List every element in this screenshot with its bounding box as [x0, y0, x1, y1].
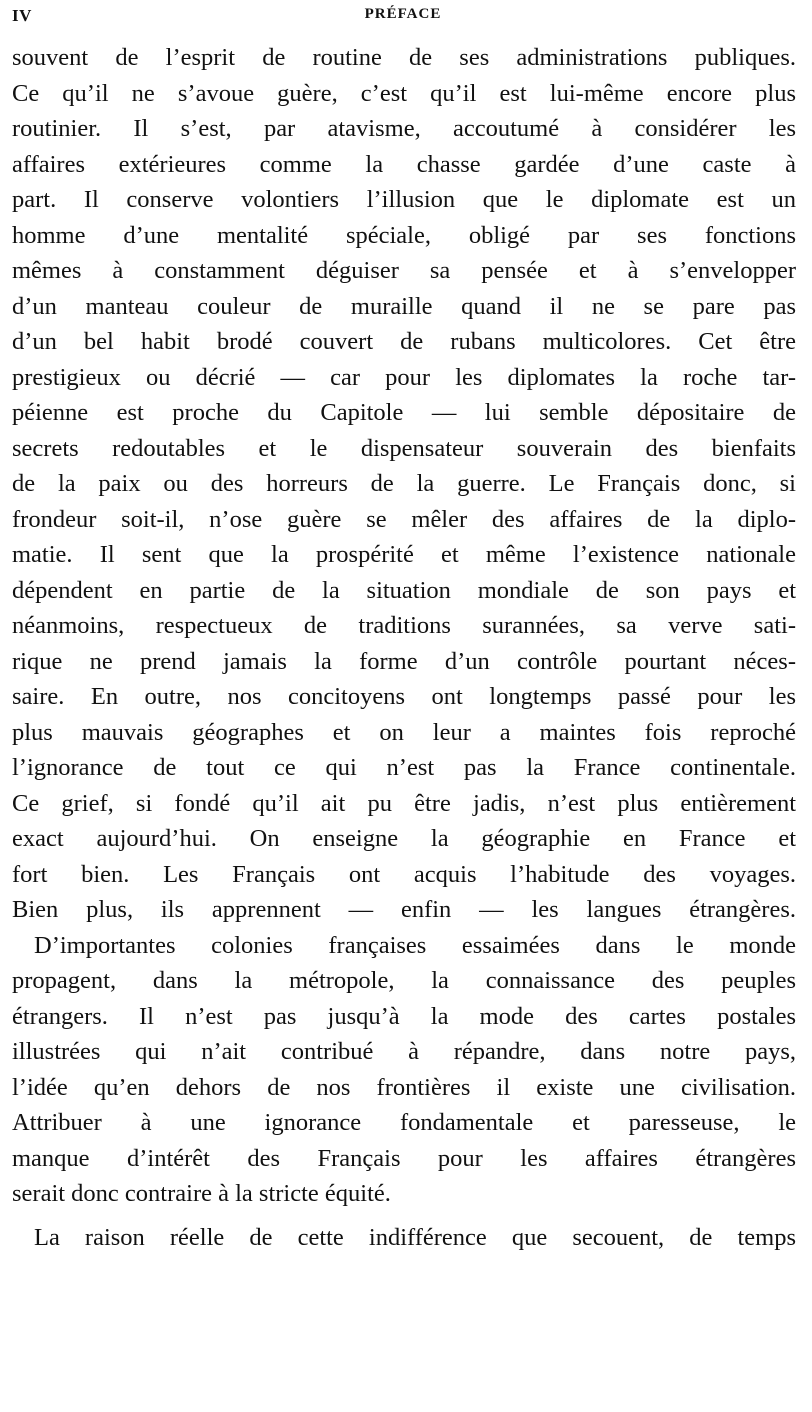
paragraph-gap [12, 1212, 796, 1220]
text-line: d’un bel habit brodé couvert de rubans multicolores. Cet être [12, 328, 796, 355]
text-line: matie. Il sent que la prospérité et même l’existence nationale [12, 541, 796, 568]
text-line: Ce grief, si fondé qu’il ait pu être jadis, n’est plus entièrement [12, 789, 796, 817]
text-line: mêmes à constamment déguiser sa pensée et à s’envelopper [12, 257, 796, 284]
running-head [12, 6, 794, 32]
text-line: manque d’intérêt des Français pour les affaires étrangères [12, 1144, 796, 1172]
text-line: frondeur soit-il, n’ose guère se mêler des affaires de la diplo- [12, 505, 796, 533]
text-line: péienne est proche du Capitole — lui semble dépositaire de [12, 399, 796, 426]
paragraph [12, 928, 796, 1212]
text-line: plus mauvais géographes et on leur a maintes fois reproché [12, 718, 796, 746]
paragraph [12, 1220, 796, 1256]
text-line: affaires extérieures comme la chasse gardée d’une caste à [12, 150, 796, 178]
text-line: souvent de l’esprit de routine de ses administrations publiques. [12, 44, 796, 71]
text-line: illustrées qui n’ait contribué à répandre, dans notre pays, [12, 1038, 796, 1065]
text-line: de la paix ou des horreurs de la guerre. Le Français donc, si [12, 470, 796, 497]
text-line: propagent, dans la métropole, la connaissance des peuples [12, 967, 796, 994]
text-line: part. Il conserve volontiers l’illusion que le diplomate est un [12, 186, 796, 213]
text-line: prestigieux ou décrié — car pour les diplomates la roche tar- [12, 363, 796, 391]
body-text [12, 40, 796, 1255]
text-line: secrets redoutables et le dispensateur souverain des bienfaits [12, 434, 796, 462]
text-line: exact aujourd’hui. On enseigne la géographie en France et [12, 825, 796, 852]
text-line: serait donc contraire à la stricte équité. [12, 1180, 391, 1207]
text-line: dépendent en partie de la situation mondiale de son pays et [12, 576, 796, 604]
text-line: routinier. Il s’est, par atavisme, accoutumé à considérer les [12, 115, 796, 142]
text-line: La raison réelle de cette indifférence que secouent, de temps [34, 1223, 796, 1251]
text-line: saire. En outre, nos concitoyens ont longtemps passé pour les [12, 683, 796, 710]
text-line: l’idée qu’en dehors de nos frontières il existe une civilisation. [12, 1073, 796, 1101]
paragraph [12, 40, 796, 928]
page-number: IV [12, 6, 32, 25]
text-line: Ce qu’il ne s’avoue guère, c’est qu’il est lui-même encore plus [12, 79, 796, 107]
text-line: rique ne prend jamais la forme d’un contrôle pourtant néces- [12, 647, 796, 675]
text-line: Bien plus, ils apprennent — enfin — les langues étrangères. [12, 896, 796, 923]
text-line: D’importantes colonies françaises essaimées dans le monde [34, 931, 796, 959]
text-line: homme d’une mentalité spéciale, obligé par ses fonctions [12, 221, 796, 249]
running-title: PRÉFACE [364, 6, 442, 22]
text-line: néanmoins, respectueux de traditions surannées, sa verve sati- [12, 612, 796, 639]
text-line: Attribuer à une ignorance fondamentale et paresseuse, le [12, 1109, 796, 1136]
text-line: d’un manteau couleur de muraille quand il ne se pare pas [12, 292, 796, 320]
text-line: fort bien. Les Français ont acquis l’habitude des voyages. [12, 860, 796, 888]
text-line: l’ignorance de tout ce qui n’est pas la France continentale. [12, 754, 796, 781]
text-line: étrangers. Il n’est pas jusqu’à la mode des cartes postales [12, 1002, 796, 1030]
